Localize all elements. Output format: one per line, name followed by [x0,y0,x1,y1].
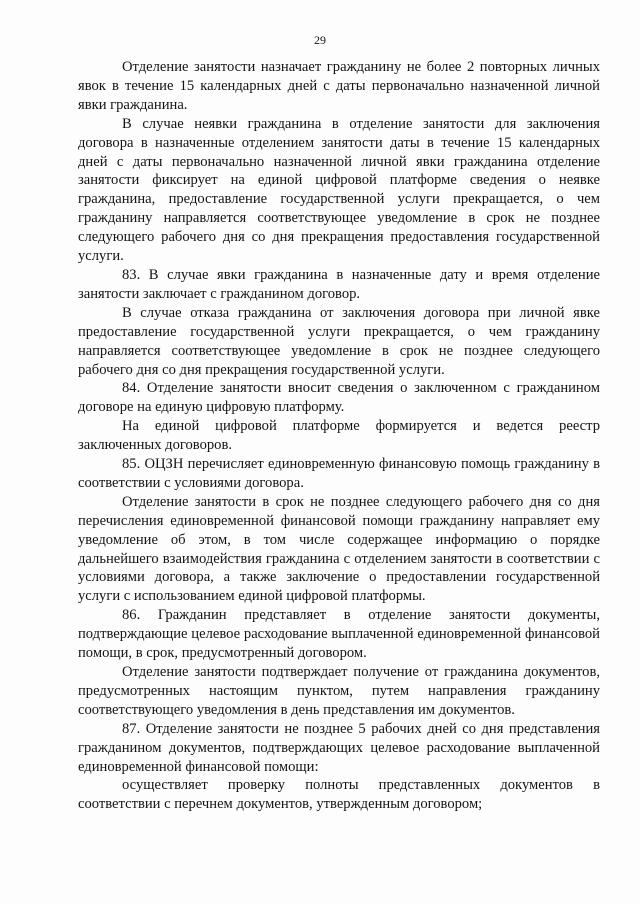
paragraph: 87. Отделение занятости не позднее 5 рабочих дней со дня представления гражданином документов, подтверждающих целевое расходование выплаченной единовременной финансовой помощи: [78,720,600,775]
paragraph: осуществляет проверку полноты представленных документов в соответствии с перечнем документов, утвержденным договором; [78,777,600,813]
paragraph: В случае отказа гражданина от заключения договора при личной явке предоставление государственной услуги прекращается, о чем гражданину направляется соответствующее уведомление в срок не позднее следующего рабочего дня со дня прекращения государственной услуги. [78,304,600,378]
page-number: 29 [314,33,326,47]
paragraph: На единой цифровой платформе формируется и ведется реестр заключенных договоров. [78,418,600,454]
paragraph: 83. В случае явки гражданина в назначенные дату и время отделение занятости заключает с гражданином договор. [78,266,600,302]
document-body [78,58,600,814]
paragraph: Отделение занятости подтверждает получение от гражданина документов, предусмотренных настоящим пунктом, путем направления гражданину соответствующего уведомления в день представления им документов. [78,664,600,718]
paragraph: 85. ОЦЗН перечисляет единовременную финансовую помощь гражданину в соответствии с условиями договора. [78,456,600,491]
paragraph: 84. Отделение занятости вносит сведения о заключенном с гражданином договоре на единую цифровую платформу. [78,380,600,416]
paragraph: 86. Гражданин представляет в отделение занятости документы, подтверждающие целевое расходование выплаченной единовременной финансовой помощи, в срок, предусмотренный договором. [78,607,600,662]
paragraph: В случае неявки гражданина в отделение занятости для заключения договора в назначенные отделением занятости даты в течение 15 календарных дней с даты первоначально назначенной личной явки гражданина отделение занятости фиксирует на единой цифровой платформе сведения о неявке гражданина, предоставление государственной услуги прекращается, о чем гражданину направляется соответствующее уведомление в срок не позднее следующего рабочего дня со дня прекращения предоставления государственной услуги. [78,115,600,265]
paragraph: Отделение занятости в срок не позднее следующего рабочего дня со дня перечисления единовременной финансовой помощи гражданину направляет ему уведомление об этом, в том числе содержащее информацию о порядке дальнейшего взаимодействия гражданина с отделением занятости в соответствии с условиями договора, а также заключение о предоставлении государственной услуги с использованием единой цифровой платформы. [78,493,600,605]
paragraph: Отделение занятости назначает гражданину не более 2 повторных личных явок в течение 15 календарных дней с даты первоначально назначенной личной явки гражданина. [78,59,600,113]
